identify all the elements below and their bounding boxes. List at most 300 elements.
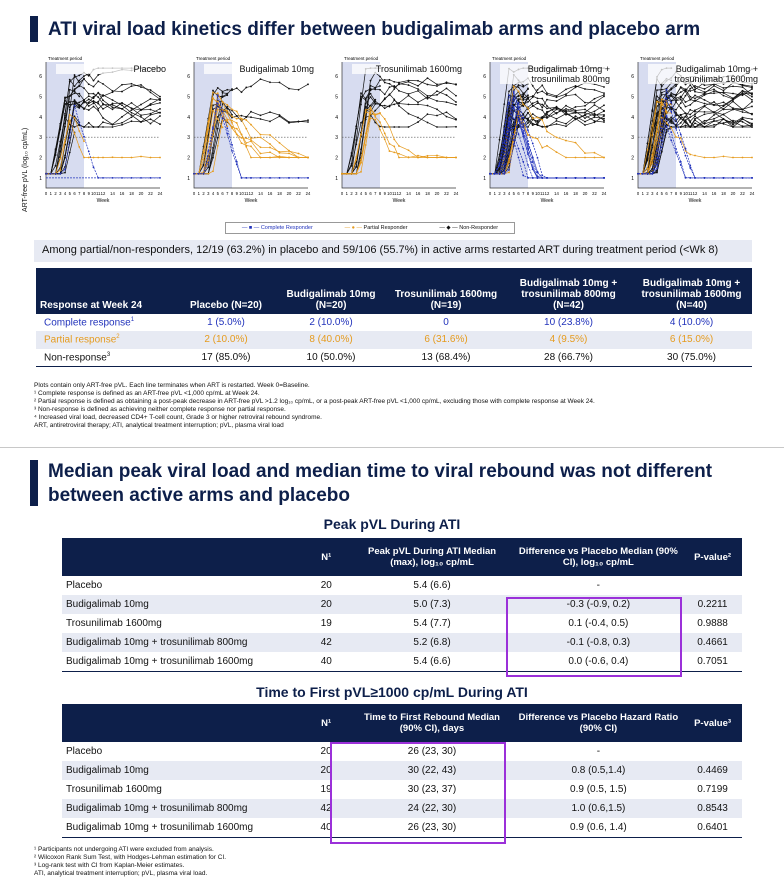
data-marker <box>537 100 539 102</box>
data-marker <box>436 108 438 110</box>
data-marker <box>694 113 696 115</box>
data-marker <box>575 177 577 179</box>
data-marker <box>656 89 658 91</box>
data-marker <box>384 82 386 84</box>
data-marker <box>365 103 367 105</box>
x-tick-label: 20 <box>730 191 736 196</box>
data-marker <box>723 101 725 103</box>
data-marker <box>455 101 457 103</box>
data-marker <box>637 173 639 175</box>
data-marker <box>751 92 753 94</box>
data-marker <box>723 105 725 107</box>
data-marker <box>704 120 706 122</box>
data-marker <box>661 101 663 103</box>
data-marker <box>546 117 548 119</box>
data-marker <box>680 102 682 104</box>
data-marker <box>97 108 99 110</box>
data-marker <box>69 137 71 139</box>
data-marker <box>288 88 290 90</box>
data-marker <box>112 99 114 101</box>
data-marker <box>584 109 586 111</box>
treatment-period-label: Treatment period <box>196 56 231 61</box>
data-marker <box>689 99 691 101</box>
footnote-line: ART, antiretroviral therapy; ATI, analytical treatment interruption; pVL, plasma viral load <box>34 422 284 429</box>
data-marker <box>642 173 644 175</box>
data-marker <box>241 177 243 179</box>
data-marker <box>417 103 419 105</box>
table-cell: 0.8 (0.5,1.4) <box>514 761 683 780</box>
data-marker <box>207 162 209 164</box>
data-marker <box>522 86 524 88</box>
x-tick-label: 14 <box>258 191 263 196</box>
data-marker <box>661 146 663 148</box>
data-marker <box>88 151 90 153</box>
data-marker <box>689 165 691 167</box>
data-marker <box>651 110 653 112</box>
data-marker <box>603 94 605 96</box>
data-marker <box>527 107 529 109</box>
data-marker <box>455 95 457 97</box>
data-marker <box>88 126 90 128</box>
response-cell: 28 (66.7%) <box>506 349 631 367</box>
data-marker <box>121 91 123 93</box>
data-marker <box>231 109 233 111</box>
data-marker <box>594 89 596 91</box>
data-marker <box>64 116 66 118</box>
data-marker <box>236 87 238 89</box>
data-marker <box>365 99 367 101</box>
summary-statement: Among partial/non-responders, 12/19 (63.2%) in placebo and 59/106 (55.7%) in active arms restarted ART during treatment period (<Wk 8) <box>34 240 752 262</box>
data-marker <box>393 103 395 105</box>
data-marker <box>694 91 696 93</box>
data-marker <box>680 107 682 109</box>
data-marker <box>565 177 567 179</box>
table-header-cell: N¹ <box>302 704 350 742</box>
data-marker <box>398 153 400 155</box>
data-marker <box>222 117 224 119</box>
data-marker <box>513 118 515 120</box>
x-tick-label: 9 <box>235 191 238 196</box>
data-marker <box>198 173 200 175</box>
title-accent-bar-2 <box>30 460 38 506</box>
data-marker <box>226 127 228 129</box>
table-cell: Trosunilimab 1600mg <box>66 618 162 629</box>
table-cell: Trosunilimab 1600mg <box>66 784 162 795</box>
data-marker <box>732 85 734 87</box>
x-axis-label: Week <box>688 198 702 204</box>
response-header-4: Budigalimab 10mg + trosunilimab 800mg (N=42) <box>506 268 631 314</box>
data-marker <box>207 121 209 123</box>
data-marker <box>751 101 753 103</box>
data-marker <box>64 169 66 171</box>
data-marker <box>384 118 386 120</box>
data-marker <box>666 122 668 124</box>
data-marker <box>408 156 410 158</box>
data-marker <box>732 109 734 111</box>
y-tick-label: 6 <box>187 74 190 81</box>
x-tick-label: 3 <box>355 191 358 196</box>
data-marker <box>689 88 691 90</box>
table-row <box>62 576 742 595</box>
data-marker <box>732 121 734 123</box>
data-marker <box>93 93 95 95</box>
data-marker <box>346 173 348 175</box>
data-marker <box>212 152 214 154</box>
response-row-label: Partial response$^2$ <box>36 331 176 348</box>
data-marker <box>689 177 691 179</box>
x-tick-label: 5 <box>660 191 663 196</box>
data-marker <box>651 162 653 164</box>
data-marker <box>398 83 400 85</box>
table-cell: Budigalimab 10mg + trosunilimab 800mg <box>62 799 302 818</box>
data-marker <box>408 84 410 86</box>
data-marker <box>541 177 543 179</box>
data-marker <box>556 123 558 125</box>
x-tick-label: 10 <box>91 191 96 196</box>
data-marker <box>670 111 672 113</box>
data-marker <box>661 92 663 94</box>
data-marker <box>150 89 152 91</box>
data-marker <box>556 136 558 138</box>
data-marker <box>159 102 161 104</box>
y-axis-label: ART-free pVL (log₁₀ cp/mL) <box>22 127 29 212</box>
data-marker <box>55 173 57 175</box>
data-marker <box>680 134 682 136</box>
response-cell: 0 <box>443 317 449 329</box>
data-marker <box>379 103 381 105</box>
data-marker <box>603 121 605 123</box>
data-marker <box>751 87 753 89</box>
data-marker <box>121 84 123 86</box>
footnote-line: ² Partial response is defined as obtaining a post-peak decrease in ART-free pVL >1.2 log₁₀ cp/mL, or a post-peak ART-free pVL <1,000 cp/mL, excluding those with complete response at Week 24. <box>34 398 595 405</box>
data-marker <box>398 82 400 84</box>
data-marker <box>446 87 448 89</box>
data-marker <box>446 111 448 113</box>
data-marker <box>78 80 80 82</box>
data-marker <box>269 147 271 149</box>
data-marker <box>231 144 233 146</box>
data-marker <box>527 112 529 114</box>
data-marker <box>680 97 682 99</box>
data-marker <box>236 118 238 120</box>
footnote-line: ATI, analytical treatment interruption; pVL, plasma viral load. <box>34 870 208 877</box>
data-marker <box>685 106 687 108</box>
data-marker <box>742 157 744 159</box>
data-marker <box>436 83 438 85</box>
x-tick-label: 22 <box>740 191 745 196</box>
y-tick-label: 1 <box>483 175 486 182</box>
data-marker <box>723 123 725 125</box>
data-marker <box>64 155 66 157</box>
data-marker <box>603 177 605 179</box>
table-cell: 42 <box>302 799 350 818</box>
data-marker <box>74 105 76 107</box>
data-marker <box>88 157 90 159</box>
data-marker <box>584 124 586 126</box>
x-tick-label: 1 <box>49 191 52 196</box>
x-axis-label: Week <box>96 198 110 204</box>
data-marker <box>556 177 558 179</box>
table-header-cell <box>62 704 302 742</box>
data-marker <box>685 126 687 128</box>
x-tick-label: 7 <box>670 191 673 196</box>
table-header-cell: N¹ <box>302 538 350 576</box>
data-marker <box>666 110 668 112</box>
data-marker <box>260 146 262 148</box>
data-marker <box>575 106 577 108</box>
table-cell: -0.1 (-0.8, 0.3) <box>514 633 684 652</box>
panel-title: Budigalimab 10mg + trosunilimab 800mg <box>500 64 610 84</box>
data-marker <box>527 126 529 128</box>
data-marker <box>245 177 247 179</box>
data-marker <box>685 148 687 150</box>
data-marker <box>384 105 386 107</box>
data-marker <box>417 101 419 103</box>
data-marker <box>541 98 543 100</box>
data-marker <box>541 126 543 128</box>
data-marker <box>565 125 567 127</box>
footnote-line: ¹ Complete response is defined as an ART-free pVL <1,000 cp/mL at Week 24. <box>34 390 260 397</box>
data-marker <box>603 110 605 112</box>
data-marker <box>55 165 57 167</box>
data-marker <box>685 124 687 126</box>
response-cell: 13 (68.4%) <box>386 349 506 367</box>
x-tick-label: 14 <box>406 191 411 196</box>
data-marker <box>522 175 524 177</box>
data-marker <box>556 151 558 153</box>
y-tick-label: 3 <box>187 135 190 142</box>
panel-title: Placebo <box>56 64 166 74</box>
data-marker <box>680 91 682 93</box>
data-marker <box>661 98 663 100</box>
x-tick-label: 4 <box>63 191 67 196</box>
data-marker <box>360 98 362 100</box>
data-marker <box>245 142 247 144</box>
data-marker <box>656 112 658 114</box>
x-tick-label: 11 <box>392 191 397 196</box>
x-tick-label: 10 <box>535 191 540 196</box>
response-cell: 10 (23.8%) <box>544 317 593 329</box>
data-marker <box>513 106 515 108</box>
data-marker <box>689 90 691 92</box>
table-cell: 26 (23, 30) <box>407 746 457 757</box>
data-marker <box>499 163 501 165</box>
x-tick-label: 20 <box>434 191 440 196</box>
table-cell: 0.6401 <box>683 818 742 837</box>
data-marker <box>370 106 372 108</box>
data-marker <box>532 137 534 139</box>
data-marker <box>351 165 353 167</box>
response-cell: 17 (85.0%) <box>176 349 276 367</box>
x-tick-label: 24 <box>453 191 459 196</box>
data-marker <box>389 126 391 128</box>
x-tick-label: 18 <box>721 191 726 196</box>
response-cell: 6 (31.6%) <box>386 331 506 348</box>
data-marker <box>723 108 725 110</box>
data-marker <box>370 80 372 82</box>
data-marker <box>689 114 691 116</box>
panel-3 <box>468 52 614 218</box>
data-marker <box>527 146 529 148</box>
data-marker <box>408 103 410 105</box>
table-cell: 20 <box>320 580 332 591</box>
data-marker <box>97 101 99 103</box>
data-marker <box>689 96 691 98</box>
data-marker <box>575 111 577 113</box>
data-marker <box>131 102 133 104</box>
x-tick-label: 16 <box>267 191 273 196</box>
data-marker <box>307 83 309 85</box>
data-marker <box>537 117 539 119</box>
data-marker <box>661 86 663 88</box>
data-marker <box>584 121 586 123</box>
data-marker <box>503 149 505 151</box>
footnote-line: ³ Log-rank test with CI from Kaplan-Meier estimates. <box>34 862 185 869</box>
data-marker <box>680 141 682 143</box>
footnotes-slide1 <box>34 382 595 430</box>
data-marker <box>513 143 515 145</box>
data-marker <box>93 166 95 168</box>
data-marker <box>121 102 123 104</box>
data-marker <box>231 89 233 91</box>
data-marker <box>222 127 224 129</box>
table-cell: 20 <box>302 595 350 614</box>
data-marker <box>121 122 123 124</box>
data-marker <box>365 98 367 100</box>
data-marker <box>541 174 543 176</box>
table-cell: 0.9 (0.5, 1.5) <box>570 784 627 795</box>
data-marker <box>59 150 61 152</box>
data-marker <box>537 92 539 94</box>
data-marker <box>374 116 376 118</box>
x-tick-label: 11 <box>244 191 249 196</box>
data-marker <box>231 122 233 124</box>
data-marker <box>222 96 224 98</box>
data-marker <box>656 158 658 160</box>
treatment-period-label: Treatment period <box>48 56 83 61</box>
x-tick-label: 5 <box>512 191 515 196</box>
data-marker <box>532 143 534 145</box>
table-cell: 0.4661 <box>683 633 742 652</box>
title-accent-bar <box>30 16 38 42</box>
data-marker <box>518 108 520 110</box>
x-tick-label: 4 <box>507 191 511 196</box>
data-marker <box>436 157 438 159</box>
data-marker <box>269 81 271 83</box>
data-marker <box>546 108 548 110</box>
data-marker <box>751 118 753 120</box>
table-header-cell: Peak pVL During ATI Median (max), log₁₀ cp/mL <box>350 538 513 576</box>
data-marker <box>131 83 133 85</box>
data-marker <box>384 107 386 109</box>
x-tick-label: 10 <box>387 191 392 196</box>
x-tick-label: 2 <box>54 191 57 196</box>
data-marker <box>680 126 682 128</box>
y-tick-label: 3 <box>335 135 338 142</box>
data-marker <box>713 126 715 128</box>
data-marker <box>370 96 372 98</box>
data-marker <box>417 80 419 82</box>
data-marker <box>250 137 252 139</box>
data-marker <box>355 156 357 158</box>
data-marker <box>351 173 353 175</box>
data-marker <box>74 103 76 105</box>
y-tick-label: 4 <box>39 114 42 121</box>
panel-0 <box>24 52 170 218</box>
data-marker <box>603 92 605 94</box>
y-tick-label: 2 <box>187 155 190 162</box>
data-marker <box>288 150 290 152</box>
table-cell: Placebo <box>66 746 103 757</box>
data-marker <box>121 108 123 110</box>
data-marker <box>685 101 687 103</box>
data-marker <box>594 102 596 104</box>
data-marker <box>217 128 219 130</box>
y-tick-label: 3 <box>39 135 42 142</box>
data-marker <box>226 104 228 106</box>
data-marker <box>69 79 71 81</box>
data-marker <box>704 111 706 113</box>
data-marker <box>260 78 262 80</box>
plot-legend <box>225 222 515 234</box>
x-tick-label: 6 <box>517 191 520 196</box>
data-marker <box>508 138 510 140</box>
table-cell: 5.4 (6.6) <box>413 580 451 591</box>
data-marker <box>393 138 395 140</box>
data-marker <box>97 157 99 159</box>
data-marker <box>565 111 567 113</box>
x-tick-label: 6 <box>369 191 372 196</box>
data-marker <box>360 171 362 173</box>
data-marker <box>713 101 715 103</box>
data-marker <box>102 157 104 159</box>
data-marker <box>527 96 529 98</box>
data-marker <box>69 129 71 131</box>
data-marker <box>694 115 696 117</box>
response-header-0: Response at Week 24 <box>36 268 176 314</box>
data-marker <box>78 102 80 104</box>
data-marker <box>751 94 753 96</box>
x-tick-label: 14 <box>554 191 559 196</box>
data-marker <box>685 177 687 179</box>
data-marker <box>112 124 114 126</box>
data-marker <box>83 157 85 159</box>
data-marker <box>594 152 596 154</box>
data-marker <box>751 99 753 101</box>
data-marker <box>131 157 133 159</box>
data-marker <box>541 147 543 149</box>
data-marker <box>527 152 529 154</box>
data-marker <box>751 157 753 159</box>
response-cell: 4 (10.0%) <box>669 317 714 329</box>
data-marker <box>370 112 372 114</box>
data-marker <box>298 89 300 91</box>
data-marker <box>513 85 515 87</box>
data-marker <box>102 95 104 97</box>
data-marker <box>694 155 696 157</box>
data-marker <box>513 127 515 129</box>
footnote-line: Plots contain only ART-free pVL. Each line terminates when ART is restarted. Week 0=Baseline. <box>34 382 310 389</box>
data-marker <box>131 116 133 118</box>
data-marker <box>584 88 586 90</box>
data-marker <box>241 137 243 139</box>
data-marker <box>675 113 677 115</box>
data-marker <box>365 137 367 139</box>
data-marker <box>131 114 133 116</box>
data-marker <box>231 150 233 152</box>
table-cell: 0.8543 <box>683 799 742 818</box>
data-marker <box>102 126 104 128</box>
